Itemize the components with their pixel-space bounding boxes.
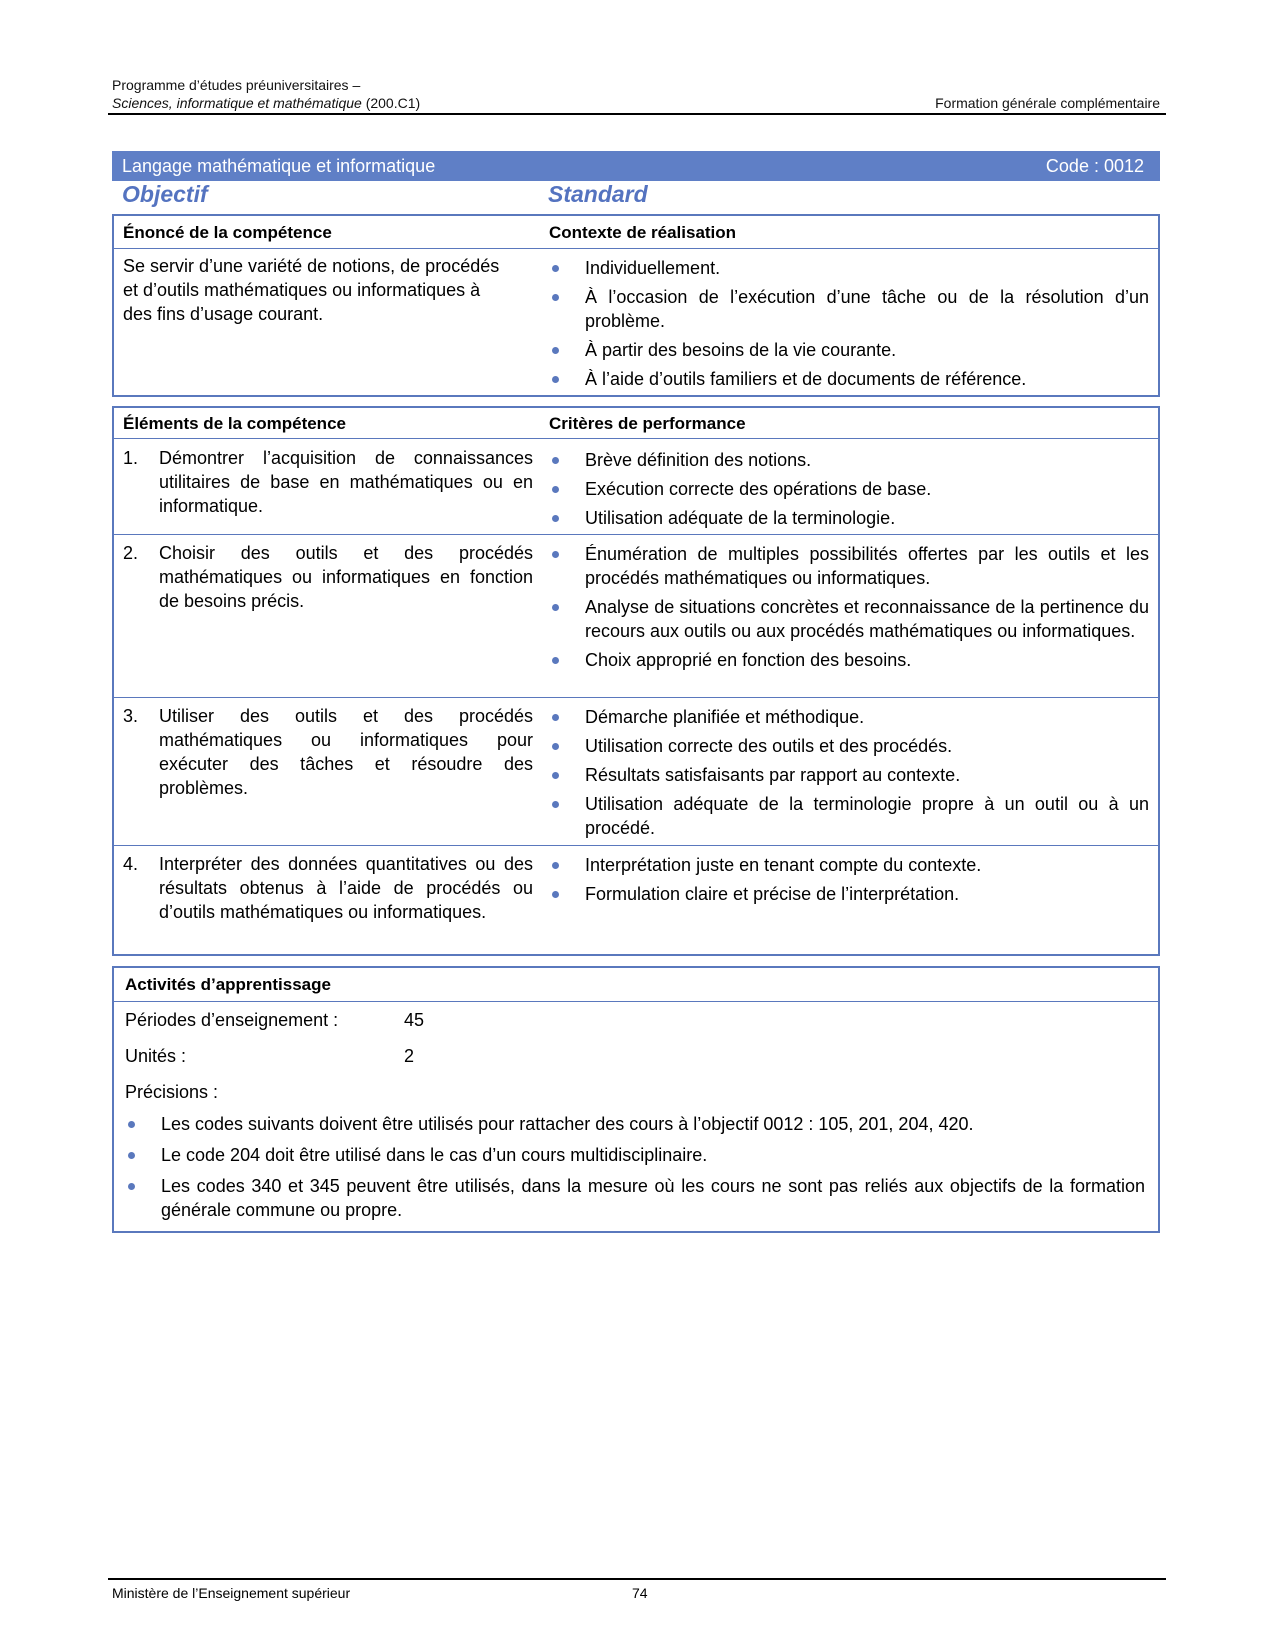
list-item: À l’aide d’outils familiers et de documents de référence.	[549, 367, 1149, 391]
list-item: Le code 204 doit être utilisé dans le cas d’un cours multidisciplinaire.	[125, 1143, 1145, 1167]
course-title: Langage mathématique et informatique	[122, 155, 436, 176]
course-code: Code : 0012	[1045, 155, 1144, 176]
bullet-icon	[549, 256, 585, 280]
competence-header-rule	[114, 248, 1158, 249]
element-item: 1. Démontrer l’acquisition de connaissances utilitaires de base en mathématiques ou en informatique.	[123, 448, 533, 516]
row-divider	[114, 697, 1158, 698]
activites-header-rule	[114, 1001, 1158, 1002]
elements-header-rule	[114, 438, 1158, 439]
periodes-label: Périodes d’enseignement :	[125, 1010, 339, 1030]
enonce-header: Énoncé de la compétence	[123, 223, 332, 242]
bullet-icon	[549, 448, 585, 472]
criteres-header: Critères de performance	[549, 414, 746, 433]
list-item: À partir des besoins de la vie courante.	[549, 338, 1149, 362]
element-item: 4. Interpréter des données quantitatives ou des résultats obtenus à l’aide de procédés ou d’outils mathématiques ou informatiques.	[123, 854, 533, 922]
page-number: 74	[632, 1585, 648, 1601]
bullet-icon	[549, 477, 585, 501]
bullet-icon	[549, 882, 585, 906]
list-item: Énumération de multiples possibilités offertes par les outils et les procédés mathématiques ou informatiques.	[549, 542, 1149, 590]
footer-rule	[108, 1578, 1166, 1580]
precisions-label: Précisions :	[125, 1082, 219, 1102]
list-item: Analyse de situations concrètes et reconnaissance de la pertinence du recours aux outils ou aux procédés mathématiques ou informatiques.	[549, 595, 1149, 643]
header-program-name	[112, 95, 420, 111]
criteria-list	[549, 448, 1149, 530]
header-program-line: Programme d’études préuniversitaires –	[112, 77, 361, 93]
standard-heading: Standard	[548, 181, 648, 207]
objectif-heading: Objectif	[122, 181, 208, 207]
list-item: Interprétation juste en tenant compte du contexte.	[549, 853, 1149, 877]
enonce-text: Se servir d’une variété de notions, de procédés et d’outils mathématiques ou informatiques à des fins d’usage courant.	[123, 256, 500, 324]
contexte-list	[549, 256, 1149, 391]
criteria-list	[549, 853, 1149, 906]
precisions-list	[125, 1112, 1145, 1222]
row-divider	[114, 534, 1158, 535]
bullet-icon	[125, 1112, 161, 1136]
course-title-bar	[112, 151, 1160, 181]
bullet-icon	[549, 506, 585, 530]
element-item: 2. Choisir des outils et des procédés mathématiques ou informatiques en fonction de besoins précis.	[123, 543, 533, 611]
competence-box	[112, 214, 1160, 397]
bullet-icon	[549, 338, 585, 362]
list-item: Résultats satisfaisants par rapport au contexte.	[549, 763, 1149, 787]
bullet-icon	[549, 367, 585, 391]
bullet-icon	[125, 1143, 161, 1167]
unites-value: 2	[404, 1046, 415, 1066]
list-item: Utilisation adéquate de la terminologie propre à un outil ou à un procédé.	[549, 792, 1149, 840]
bullet-icon	[549, 763, 585, 787]
bullet-icon	[549, 853, 585, 877]
header-section-name: Formation générale complémentaire	[935, 95, 1160, 111]
list-item: Exécution correcte des opérations de base.	[549, 477, 1149, 501]
bullet-icon	[549, 648, 585, 672]
bullet-icon	[549, 595, 585, 643]
bullet-icon	[549, 705, 585, 729]
list-item: Les codes suivants doivent être utilisés pour rattacher des cours à l’objectif 0012 : 105, 201, 204, 420.	[125, 1112, 1145, 1136]
footer-ministry: Ministère de l’Enseignement supérieur	[112, 1585, 351, 1601]
unites-label: Unités :	[125, 1046, 187, 1066]
element-item: 3. Utiliser des outils et des procédés mathématiques ou informatiques pour exécuter des tâches et résoudre des problèmes.	[123, 706, 533, 798]
periodes-value: 45	[404, 1010, 425, 1030]
header-rule	[108, 113, 1166, 115]
contexte-header: Contexte de réalisation	[549, 223, 737, 242]
list-item: À l’occasion de l’exécution d’une tâche ou de la résolution d’un problème.	[549, 285, 1149, 333]
activites-header: Activités d’apprentissage	[125, 975, 331, 994]
activites-box	[112, 966, 1160, 1233]
list-item: Individuellement.	[549, 256, 1149, 280]
bullet-icon	[549, 542, 585, 590]
program-code: (200.C1)	[361, 95, 421, 111]
bullet-icon	[125, 1174, 161, 1222]
list-item: Démarche planifiée et méthodique.	[549, 705, 1149, 729]
bullet-icon	[549, 285, 585, 333]
criteria-list	[549, 542, 1149, 672]
list-item: Choix approprié en fonction des besoins.	[549, 648, 1149, 672]
criteria-list	[549, 705, 1149, 840]
list-item: Utilisation correcte des outils et des procédés.	[549, 734, 1149, 758]
row-divider	[114, 845, 1158, 846]
bullet-icon	[549, 792, 585, 840]
list-item: Les codes 340 et 345 peuvent être utilisés, dans la mesure où les cours ne sont pas reliés aux objectifs de la formation générale commune ou propre.	[125, 1174, 1145, 1222]
elements-header: Éléments de la compétence	[123, 414, 346, 433]
list-item: Utilisation adéquate de la terminologie.	[549, 506, 1149, 530]
elements-box	[112, 406, 1160, 956]
list-item: Brève définition des notions.	[549, 448, 1149, 472]
program-title: Sciences, informatique et mathématique	[112, 95, 362, 111]
list-item: Formulation claire et précise de l’interprétation.	[549, 882, 1149, 906]
bullet-icon	[549, 734, 585, 758]
